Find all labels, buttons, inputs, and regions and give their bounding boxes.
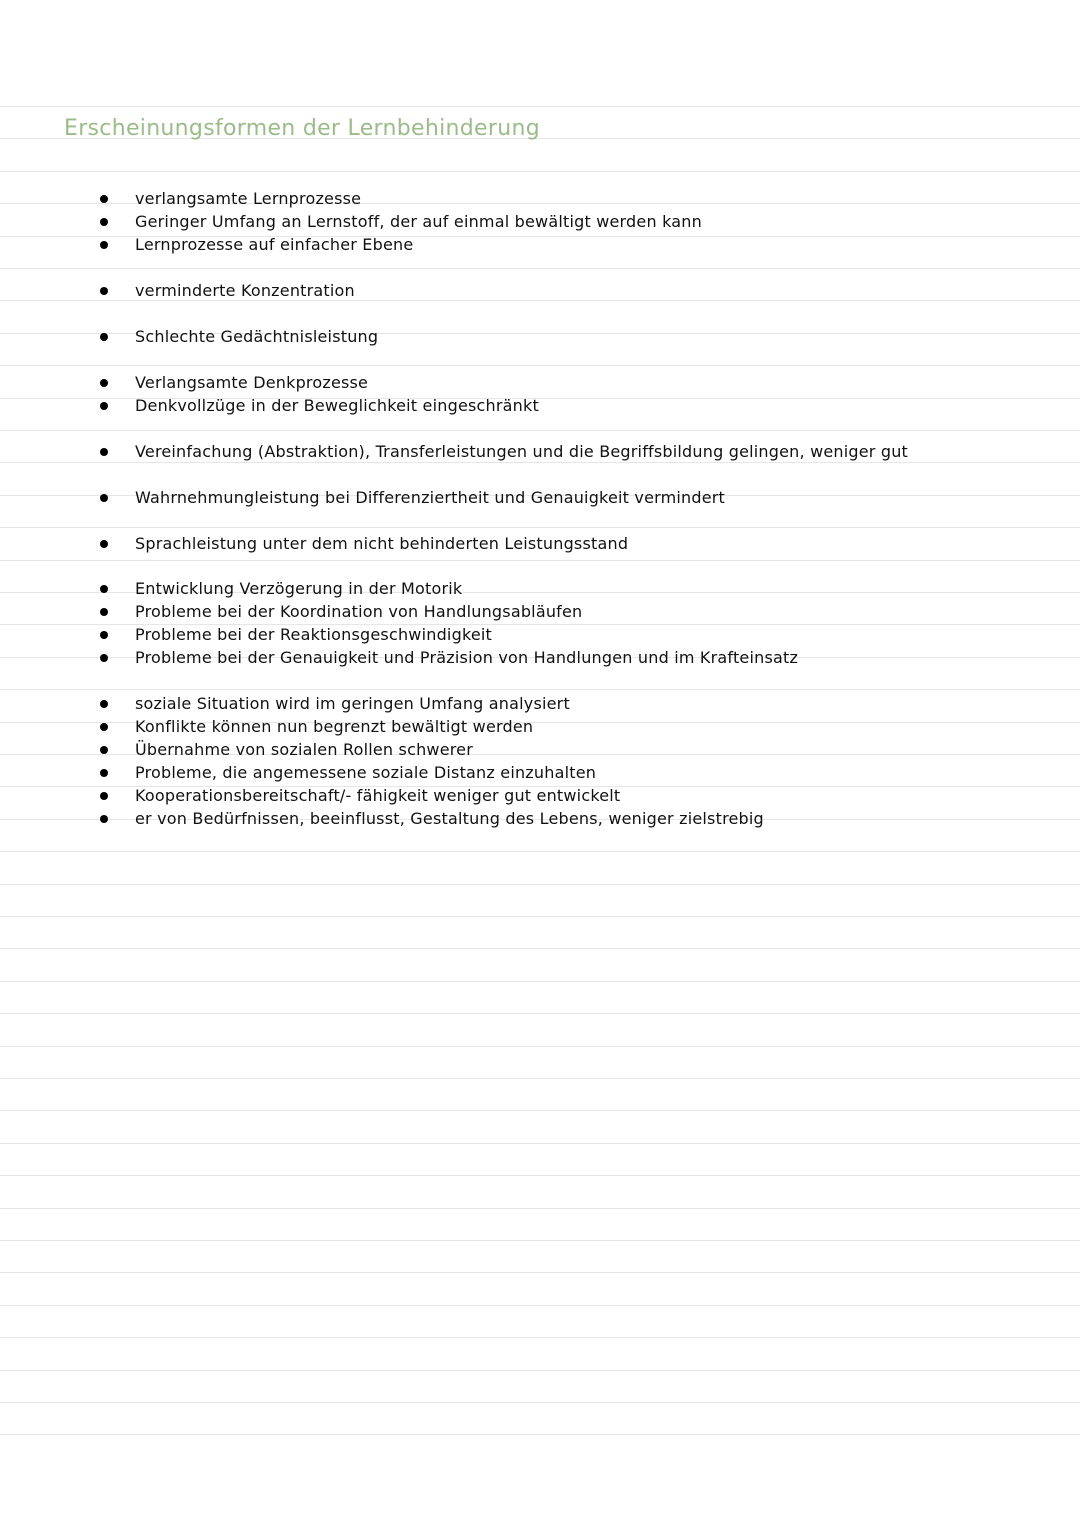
bullet-icon — [100, 218, 108, 226]
list-item: Lernprozesse auf einfacher Ebene — [100, 233, 413, 256]
bullet-icon — [100, 540, 108, 548]
bullet-icon — [100, 723, 108, 731]
list-item: Denkvollzüge in der Beweglichkeit eingeschränkt — [100, 394, 539, 417]
list-item: verminderte Konzentration — [100, 279, 355, 302]
page-title: Erscheinungsformen der Lernbehinderung — [64, 116, 540, 141]
bullet-icon — [100, 402, 108, 410]
list-item: Sprachleistung unter dem nicht behinderten Leistungsstand — [100, 532, 628, 555]
bullet-icon — [100, 195, 108, 203]
list-item: Probleme, die angemessene soziale Distanz einzuhalten — [100, 761, 596, 784]
list-item: Probleme bei der Reaktionsgeschwindigkeit — [100, 623, 492, 646]
list-item: Übernahme von sozialen Rollen schwerer — [100, 738, 473, 761]
bullet-icon — [100, 241, 108, 249]
bullet-icon — [100, 654, 108, 662]
bullet-icon — [100, 494, 108, 502]
bullet-icon — [100, 746, 108, 754]
bullet-icon — [100, 333, 108, 341]
list-item: er von Bedürfnissen, beeinflusst, Gestaltung des Lebens, weniger zielstrebig — [100, 807, 764, 830]
list-item: Wahrnehmungleistung bei Differenziertheit und Genauigkeit vermindert — [100, 486, 725, 509]
bullet-icon — [100, 379, 108, 387]
list-item: Probleme bei der Koordination von Handlungsabläufen — [100, 600, 582, 623]
bullet-icon — [100, 448, 108, 456]
bullet-icon — [100, 792, 108, 800]
list-item: soziale Situation wird im geringen Umfang analysiert — [100, 692, 570, 715]
list-item: Konflikte können nun begrenzt bewältigt werden — [100, 715, 533, 738]
list-item: verlangsamte Lernprozesse — [100, 187, 361, 210]
bullet-icon — [100, 287, 108, 295]
bullet-icon — [100, 769, 108, 777]
list-item: Probleme bei der Genauigkeit und Präzision von Handlungen und im Krafteinsatz — [100, 646, 798, 669]
bullet-icon — [100, 585, 108, 593]
list-item: Vereinfachung (Abstraktion), Transferleistungen und die Begriffsbildung gelingen, weniger gut — [100, 440, 908, 463]
bullet-icon — [100, 608, 108, 616]
bullet-icon — [100, 631, 108, 639]
list-item: Geringer Umfang an Lernstoff, der auf einmal bewältigt werden kann — [100, 210, 702, 233]
bullet-icon — [100, 700, 108, 708]
bullet-icon — [100, 815, 108, 823]
list-item: Kooperationsbereitschaft/- fähigkeit weniger gut entwickelt — [100, 784, 620, 807]
list-item: Verlangsamte Denkprozesse — [100, 371, 368, 394]
list-item: Entwicklung Verzögerung in der Motorik — [100, 577, 462, 600]
list-item: Schlechte Gedächtnisleistung — [100, 325, 378, 348]
